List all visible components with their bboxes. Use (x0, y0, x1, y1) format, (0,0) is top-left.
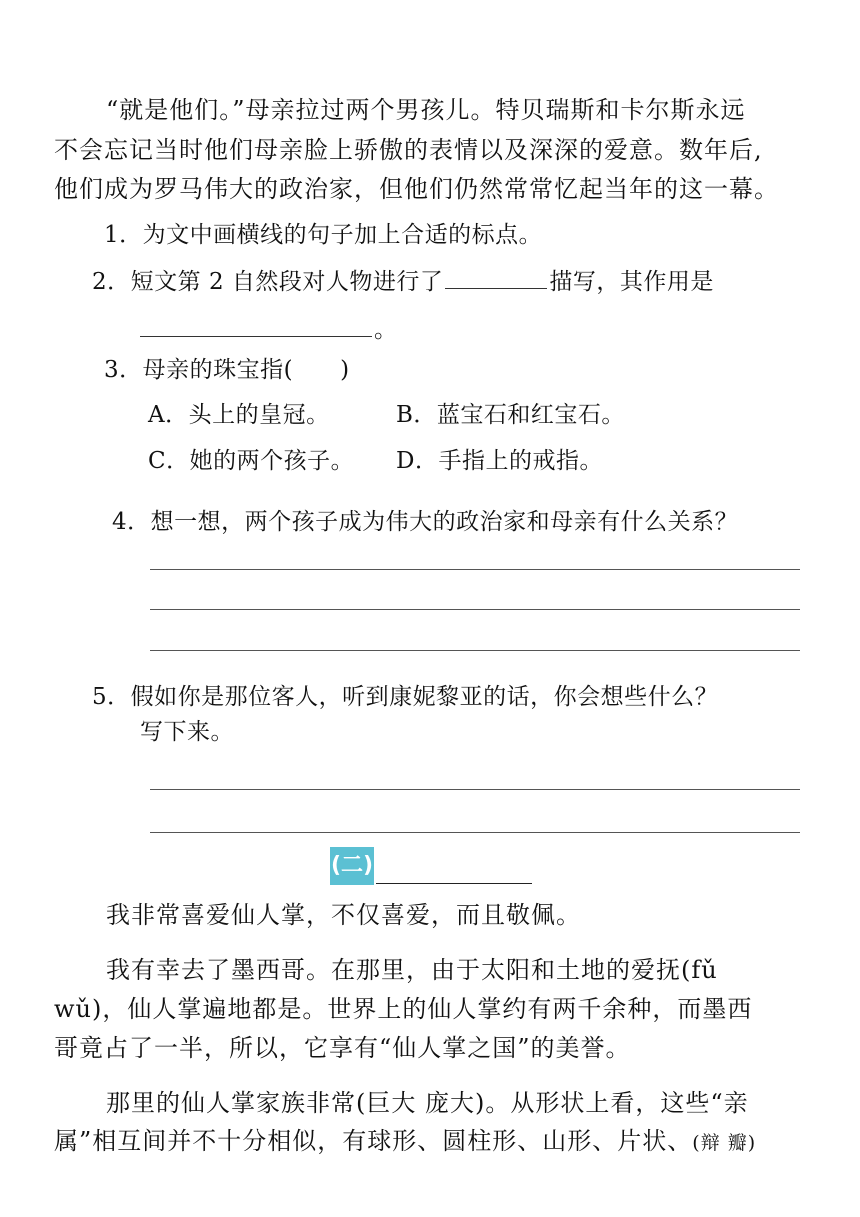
passage-line-3: 他们成为罗马伟大的政治家，但他们仍然常常忆起当年的这一幕。 (54, 175, 779, 203)
passage2-p2-line-2: wǔ)，仙人掌遍地都是。世界上的仙人掌约有两千余种，而墨西 (54, 995, 753, 1023)
question-2-blank-1[interactable] (445, 262, 547, 289)
answer-line-q5-1[interactable] (150, 789, 800, 790)
passage2-p2-line-1: 我有幸去了墨西哥。在那里，由于太阳和土地的爱抚(fǔ (106, 956, 718, 984)
passage-line-1: “就是他们。”母亲拉过两个男孩儿。特贝瑞斯和卡尔斯永远 (106, 96, 746, 124)
answer-line-q4-3[interactable] (150, 650, 800, 651)
question-5-line-2: 写下来。 (140, 719, 234, 745)
question-4: 4．想一想，两个孩子成为伟大的政治家和母亲有什么关系？ (112, 509, 739, 535)
question-3: 3．母亲的珠宝指( ) (104, 357, 350, 383)
question-2-blank-2[interactable] (140, 310, 372, 337)
answer-line-q4-2[interactable] (150, 609, 800, 610)
passage-line-2: 不会忘记当时他们母亲脸上骄傲的表情以及深深的爱意。数年后, (54, 136, 763, 164)
question-2-end: 。 (374, 317, 398, 343)
option-c[interactable]: C．她的两个孩子。 (148, 448, 355, 474)
answer-line-q5-2[interactable] (150, 832, 800, 833)
question-5-line-1: 5．假如你是那位客人，听到康妮黎亚的话，你会想些什么？ (92, 684, 719, 710)
option-b[interactable]: B．蓝宝石和红宝石。 (396, 402, 625, 428)
passage2-p3-line-1: 那里的仙人掌家族非常(巨大 庞大)。从形状上看，这些“亲 (106, 1089, 749, 1117)
option-a[interactable]: A．头上的皇冠。 (148, 402, 330, 428)
passage2-p3-choice[interactable]: (辩 瓣) (692, 1132, 757, 1154)
passage2-paragraph-1: 我非常喜爱仙人掌，不仅喜爱，而且敬佩。 (106, 901, 581, 929)
passage2-p2-line-3: 哥竟占了一半，所以，它享有“仙人掌之国”的美誉。 (54, 1034, 631, 1062)
question-2 (92, 262, 714, 299)
option-d[interactable]: D．手指上的戒指。 (396, 448, 603, 474)
question-2-text-part2: 描写，其作用是 (549, 269, 714, 295)
question-1: 1．为文中画横线的句子加上合适的标点。 (104, 222, 543, 248)
section-2-title-blank[interactable] (376, 883, 532, 884)
question-2-continuation (138, 310, 398, 347)
passage2-p3-line-2 (54, 1124, 756, 1160)
section-2-badge: (二) (330, 847, 374, 885)
question-2-text-part1: 2．短文第 2 自然段对人物进行了 (92, 269, 444, 295)
passage2-p3-line-2-text: 属”相互间并不十分相似，有球形、圆柱形、山形、片状、 (54, 1127, 693, 1155)
answer-line-q4-1[interactable] (150, 569, 800, 570)
